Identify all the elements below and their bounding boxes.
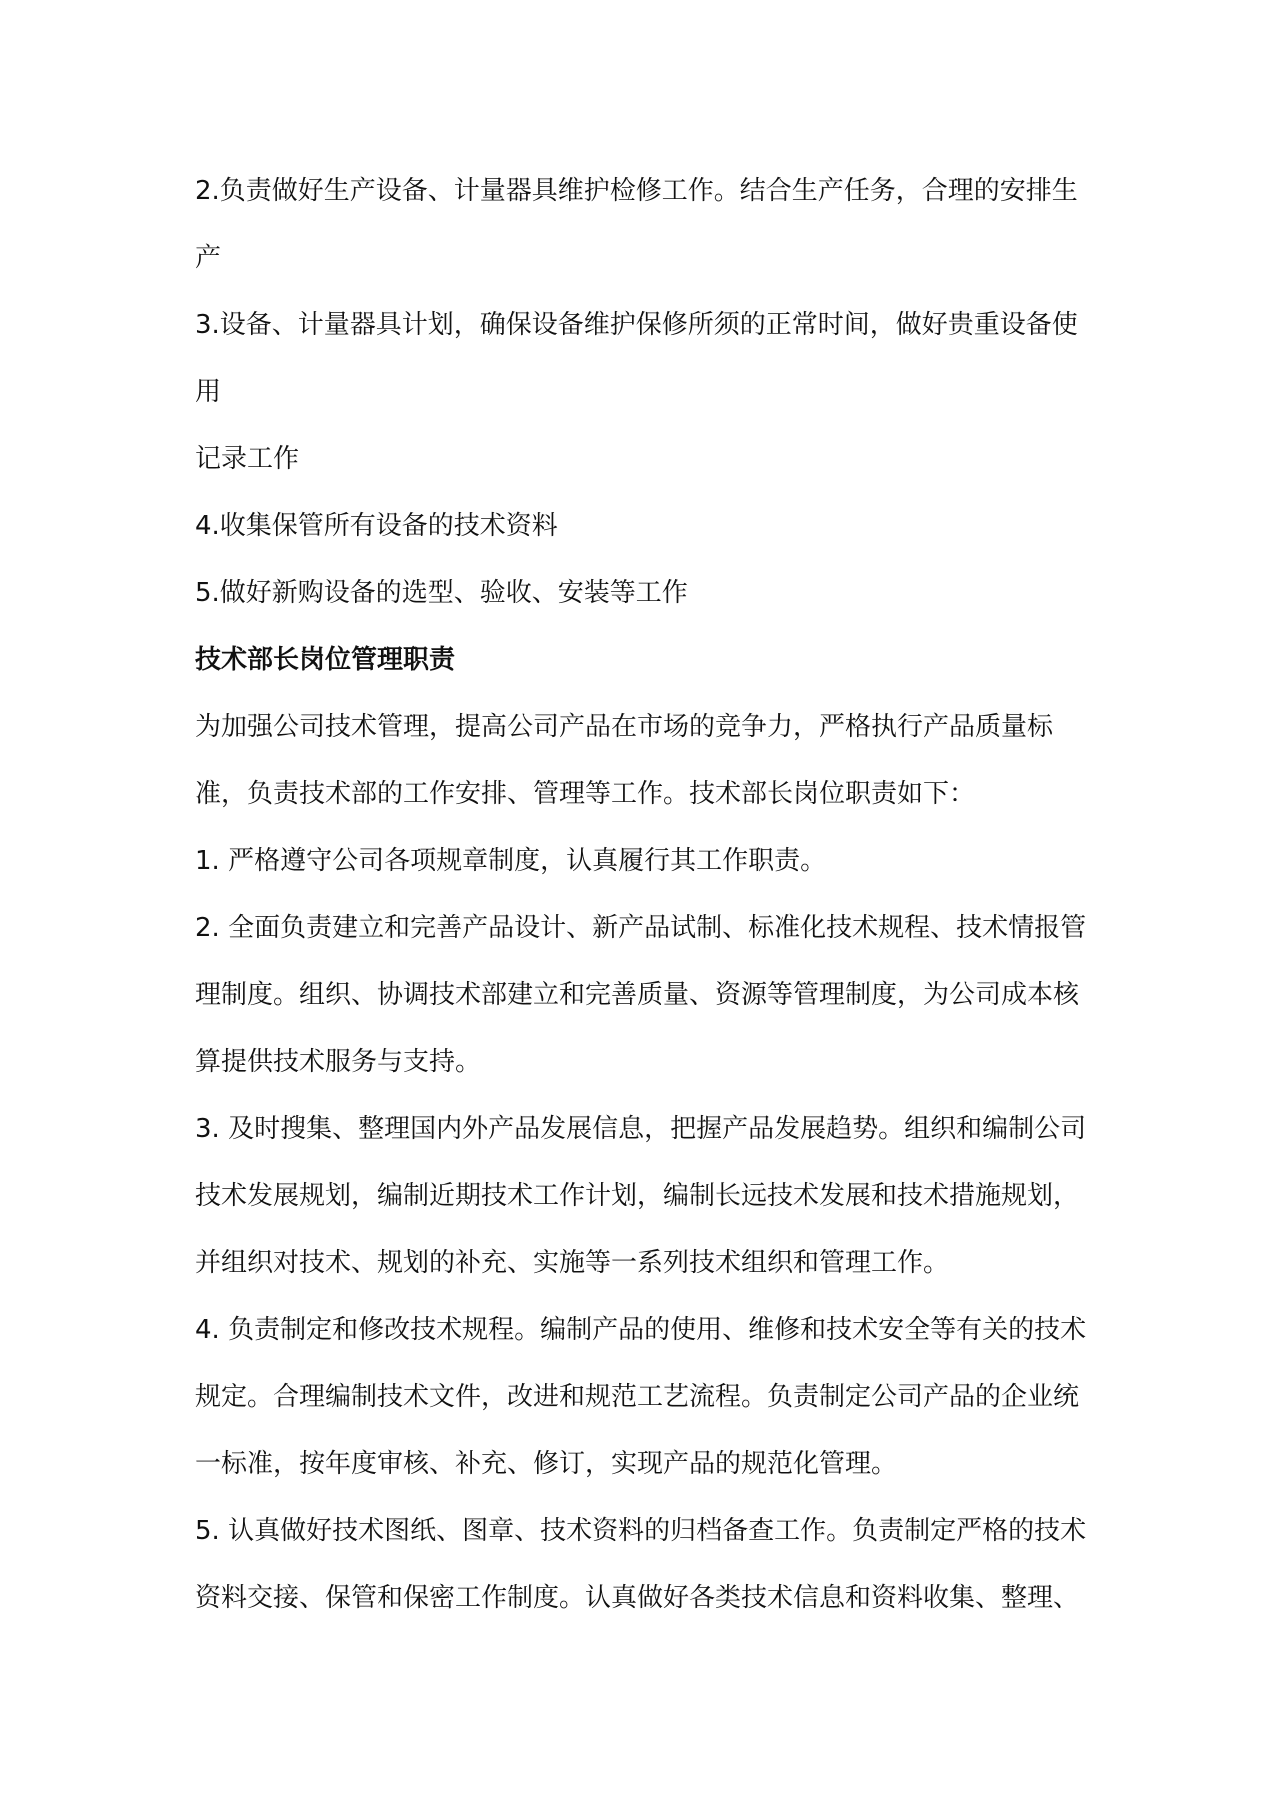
text-line: 理制度。组织、协调技术部建立和完善质量、资源等管理制度，为公司成本核 bbox=[195, 980, 1080, 1010]
text-line: 3. 及时搜集、整理国内外产品发展信息，把握产品发展趋势。组织和编制公司 bbox=[195, 1114, 1087, 1144]
text-line: 2.负责做好生产设备、计量器具维护检修工作。结合生产任务，合理的安排生 bbox=[195, 176, 1078, 206]
text-line: 4.收集保管所有设备的技术资料 bbox=[195, 511, 558, 541]
text-line: 为加强公司技术管理，提高公司产品在市场的竞争力，严格执行产品质量标 bbox=[195, 712, 1054, 742]
text-line: 准，负责技术部的工作安排、管理等工作。技术部长岗位职责如下： bbox=[195, 779, 976, 809]
text-line: 规定。合理编制技术文件，改进和规范工艺流程。负责制定公司产品的企业统 bbox=[195, 1382, 1080, 1412]
text-line: 5.做好新购设备的选型、验收、安装等工作 bbox=[195, 578, 688, 608]
section-heading: 技术部长岗位管理职责 bbox=[195, 645, 456, 675]
text-line: 3.设备、计量器具计划，确保设备维护保修所须的正常时间，做好贵重设备使 bbox=[195, 310, 1078, 340]
text-line: 4. 负责制定和修改技术规程。编制产品的使用、维修和技术安全等有关的技术 bbox=[195, 1315, 1087, 1345]
text-line: 2. 全面负责建立和完善产品设计、新产品试制、标准化技术规程、技术情报管 bbox=[195, 913, 1087, 943]
text-line: 5. 认真做好技术图纸、图章、技术资料的归档备查工作。负责制定严格的技术 bbox=[195, 1516, 1087, 1546]
text-line: 用 bbox=[195, 377, 222, 407]
text-line: 算提供技术服务与支持。 bbox=[195, 1047, 482, 1077]
text-line: 并组织对技术、规划的补充、实施等一系列技术组织和管理工作。 bbox=[195, 1248, 950, 1278]
text-line: 1. 严格遵守公司各项规章制度，认真履行其工作职责。 bbox=[195, 846, 827, 876]
text-line: 产 bbox=[195, 243, 222, 273]
text-line: 技术发展规划，编制近期技术工作计划，编制长远技术发展和技术措施规划， bbox=[195, 1181, 1080, 1211]
text-line: 一标准，按年度审核、补充、修订，实现产品的规范化管理。 bbox=[195, 1449, 898, 1479]
text-line: 资料交接、保管和保密工作制度。认真做好各类技术信息和资料收集、整理、 bbox=[195, 1583, 1080, 1613]
text-line: 记录工作 bbox=[195, 444, 300, 474]
